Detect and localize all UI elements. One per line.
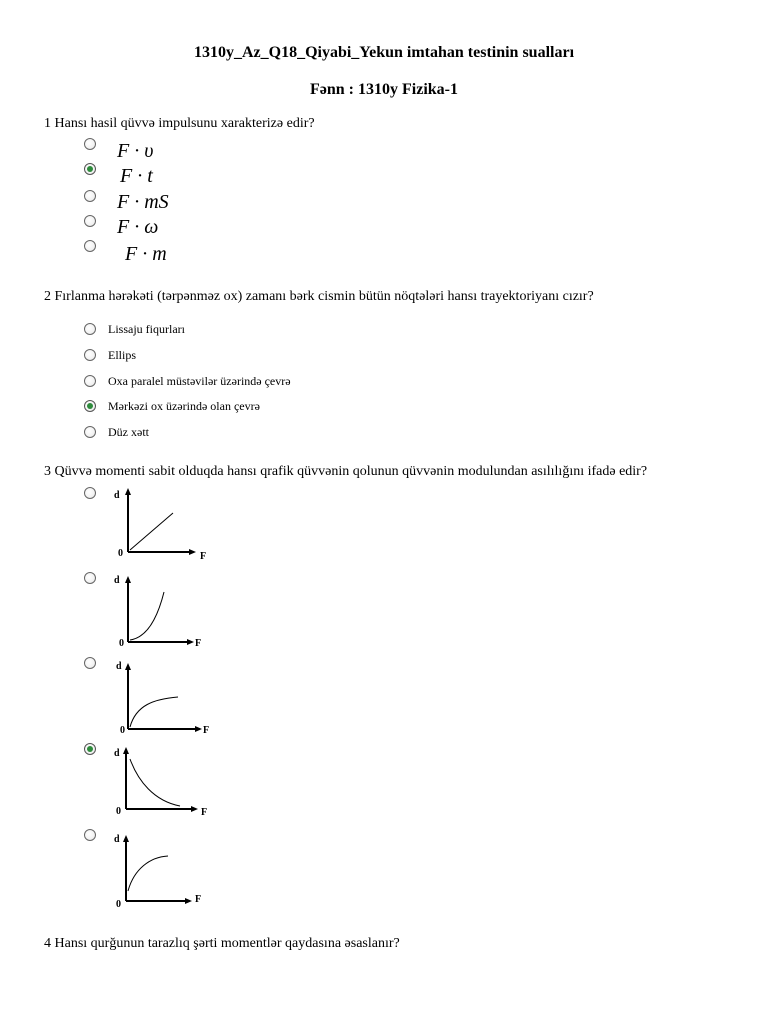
- q2-option-5-label: Düz xətt: [108, 425, 149, 439]
- q2-radio-5[interactable]: [84, 426, 96, 438]
- q2-option-2-label: Ellips: [108, 348, 137, 362]
- q3-graph-2-xlabel: F: [195, 638, 202, 649]
- q3-graph-5-xlabel: F: [195, 894, 202, 905]
- q3-graph-1-ylabel: d: [114, 490, 120, 501]
- q2-radio-1[interactable]: [84, 323, 96, 335]
- q3-graph-2-origin: 0: [119, 638, 124, 649]
- q1-option-1-label: F · υ: [117, 140, 154, 162]
- q1-radio-2[interactable]: [84, 163, 96, 175]
- q1-radio-5[interactable]: [84, 240, 96, 252]
- q3-radio-3[interactable]: [84, 657, 96, 669]
- q2-radio-4[interactable]: [84, 400, 96, 412]
- subject-title: Fənn : 1310y Fizika-1: [310, 81, 458, 98]
- q2-option-3-label: Oxa paralel müstəvilər üzərində çevrə: [108, 374, 291, 388]
- q3-graph-3-ylabel: d: [116, 661, 122, 672]
- q3-radio-1[interactable]: [84, 487, 96, 499]
- q3-graph-2: [110, 572, 214, 654]
- q1-option-4-label: F · ω: [117, 216, 159, 238]
- q3-graph-4-origin: 0: [116, 806, 121, 817]
- q1-radio-3[interactable]: [84, 190, 96, 202]
- q2-radio-3[interactable]: [84, 375, 96, 387]
- q2-radio-2[interactable]: [84, 349, 96, 361]
- q3-graph-1: [110, 484, 214, 566]
- q3-graph-3-origin: 0: [120, 725, 125, 736]
- q3-graph-2-ylabel: d: [114, 575, 120, 586]
- q1-option-5-label: F · m: [125, 243, 167, 265]
- q3-radio-5[interactable]: [84, 829, 96, 841]
- q3-graph-3-xlabel: F: [203, 725, 210, 736]
- q3-graph-4: [110, 743, 214, 825]
- question-1-text: 1 Hansı hasil qüvvə impulsunu xarakterizə edir?: [44, 116, 315, 131]
- q1-option-2-label: F · t: [120, 165, 153, 187]
- question-4-text: 4 Hansı qurğunun tarazlıq şərti momentlər qaydasına əsaslanır?: [44, 936, 400, 951]
- q2-option-1-label: Lissaju fiqurları: [108, 322, 185, 336]
- q1-radio-4[interactable]: [84, 215, 96, 227]
- q1-option-3-label: F · mS: [117, 191, 169, 213]
- q1-radio-1[interactable]: [84, 138, 96, 150]
- q3-graph-4-ylabel: d: [114, 748, 120, 759]
- question-3-text: 3 Qüvvə momenti sabit olduqda hansı qrafik qüvvənin qolunun qüvvənin modulundan asılılığını ifadə edir?: [44, 464, 648, 479]
- page-title: 1310y_Az_Q18_Qiyabi_Yekun imtahan testinin sualları: [193, 44, 575, 61]
- q3-graph-4-xlabel: F: [201, 807, 208, 818]
- q3-graph-5-ylabel: d: [114, 834, 120, 845]
- question-2-text: 2 Fırlanma hərəkəti (tərpənməz ox) zamanı bərk cismin bütün nöqtələri hansı trayektoriyanı cızır?: [44, 289, 594, 304]
- q3-graph-1-origin: 0: [118, 548, 123, 559]
- q3-radio-2[interactable]: [84, 572, 96, 584]
- q3-graph-1-xlabel: F: [200, 551, 207, 562]
- q3-graph-5-origin: 0: [116, 899, 121, 910]
- q3-radio-4[interactable]: [84, 743, 96, 755]
- q2-option-4-label: Mərkəzi ox üzərində olan çevrə: [108, 399, 260, 413]
- q3-graph-5: [110, 829, 214, 913]
- q3-graph-3: [110, 657, 214, 739]
